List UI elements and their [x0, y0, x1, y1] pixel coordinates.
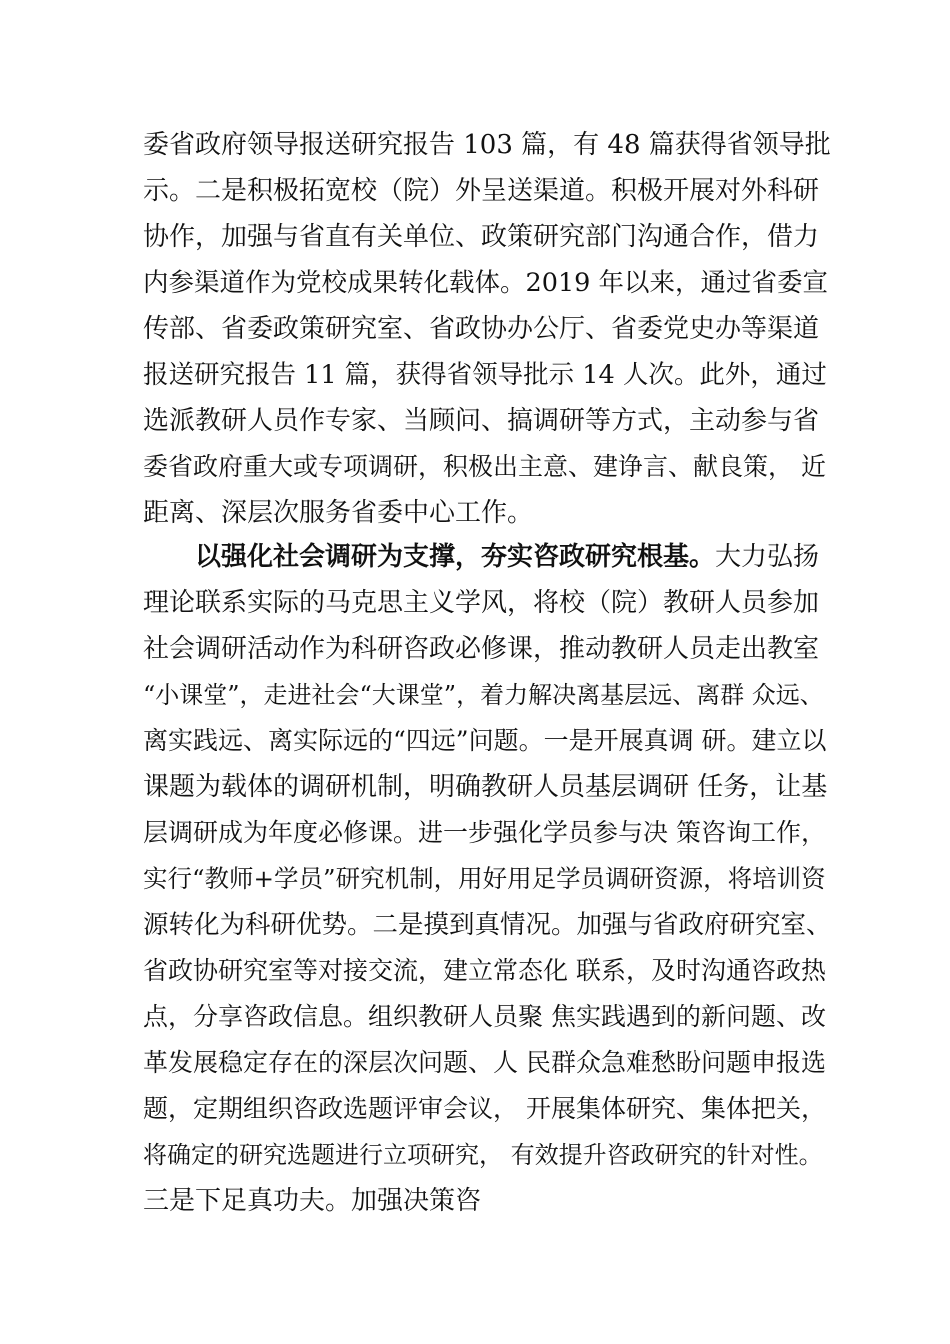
text-line: 委省政府重大或专项调研，积极出主意、建诤言、献良策， 近: [143, 452, 826, 481]
text-line: 点，分享咨政信息。组织教研人员聚 焦实践遇到的新问题、改: [143, 1002, 826, 1031]
text-line: 三是下足真功夫。加强决策咨: [143, 1186, 482, 1216]
paragraph-first-line: [195, 540, 819, 574]
text-line: 协作，加强与省直有关单位、政策研究部门沟通合作，借力: [143, 222, 820, 252]
text-line: 委省政府领导报送研究报告 103 篇，有 48 篇获得省领导批: [143, 130, 831, 160]
text-line: 省政协研究室等对接交流，建立常态化 联系，及时沟通咨政热: [143, 956, 826, 985]
paragraph-heading: 以强化社会调研为支撑，夯实咨政研究根基。: [195, 542, 716, 572]
text-line: 社会调研活动作为科研咨政必修课，推动教研人员走出教室: [143, 634, 820, 664]
text-line: 课题为载体的调研机制，明确教研人员基层调研 任务，让基: [143, 772, 828, 802]
text-line: 内参渠道作为党校成果转化载体。2019 年以来，通过省委宣: [143, 268, 829, 298]
text-line: 层调研成为年度必修课。进一步强化学员参与决 策咨询工作，: [143, 818, 826, 847]
text-line: 报送研究报告 11 篇，获得省领导批示 14 人次。此外，通过: [143, 360, 827, 390]
text-line: 传部、省委政策研究室、省政协办公厅、省委党史办等渠道: [143, 314, 820, 344]
text-line: 源转化为科研优势。二是摸到真情况。加强与省政府研究室、: [143, 910, 832, 940]
text-line: 实行“教师+学员”研究机制，用好用足学员调研资源，将培训资: [143, 864, 826, 893]
text-line: 题，定期组织咨政选题评审会议， 开展集体研究、集体把关，: [143, 1094, 826, 1123]
text-line: 将确定的研究选题进行立项研究， 有效提升咨政研究的针对性。: [143, 1141, 823, 1169]
text-line: 革发展稳定存在的深层次问题、人 民群众急难愁盼问题申报选: [143, 1048, 826, 1077]
text-line: 示。二是积极拓宽校（院）外呈送渠道。积极开展对外科研: [143, 176, 820, 206]
heading-continuation: 大力弘扬: [715, 542, 820, 572]
text-line: 选派教研人员作专家、当顾问、搞调研等方式，主动参与省: [143, 406, 820, 436]
text-line: 离实践远、离实际远的“四远”问题。一是开展真调 研。建立以: [143, 726, 827, 755]
text-line: “小课堂”，走进社会“大课堂”，着力解决离基层远、离群 众远、: [143, 681, 824, 709]
text-line: 理论联系实际的马克思主义学风，将校（院）教研人员参加: [143, 588, 820, 618]
text-line: 距离、深层次服务省委中心工作。: [143, 498, 534, 528]
